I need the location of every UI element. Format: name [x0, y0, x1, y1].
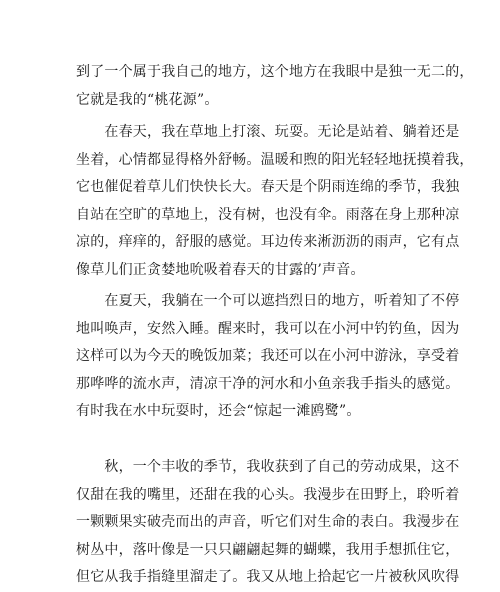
text-line: 自站在空旷的草地上，没有树，也没有伞。雨落在身上那种凉	[76, 206, 460, 223]
text-line: 那哗哗的流水声，清凉干净的河水和小鱼亲我手指头的感觉。	[76, 375, 460, 392]
text-line: 这样可以为今天的晚饭加菜；我还可以在小河中游泳，享受着	[76, 348, 460, 364]
text-line: 但它从我手指缝里溜走了。我又从地上拾起它一片被秋风吹得	[76, 569, 460, 585]
text-line: 它就是我的“桃花源”。	[76, 91, 219, 108]
text-line: 仅甜在我的嘴里，还甜在我的心头。我漫步在田野上，聆听着	[76, 486, 460, 503]
text-line: 凉的，痒痒的，舒服的感觉。耳边传来淅沥沥的雨声，它有点	[76, 234, 460, 250]
text-line: 坐着，心情都显得格外舒畅。温暖和煦的阳光轻轻地抚摸着我，	[76, 151, 474, 168]
paragraph-1	[76, 59, 474, 114]
text-line: 在夏天，我躺在一个可以遮挡烈日的地方，听着知了不停	[76, 293, 460, 309]
text-line: 有时我在水中玩耍时，还会“惊起一滩鸥鹭”。	[76, 403, 361, 419]
text-line: 它也催促着草儿们快快长大。春天是个阴雨连绵的季节，我独	[76, 179, 460, 195]
text-line: 像草儿们正贪婪地吮吸着春天的甘露的’声音。	[76, 261, 365, 278]
paragraph-2	[76, 119, 474, 284]
text-line: 到了一个属于我自己的地方，这个地方在我眼中是独一无二的，	[76, 64, 474, 80]
text-line: 在春天，我在草地上打滚、玩耍。无论是站着、躺着还是	[76, 124, 460, 140]
text-line: 树丛中，落叶像是一只只翩翩起舞的蝴蝶，我用手想抓住它，	[76, 541, 460, 558]
paragraph-3	[76, 288, 460, 426]
text-line: 地叫唤声，安然入睡。醒来时，我可以在小河中钓钓鱼，因为	[76, 320, 460, 337]
text-line: 一颗颗果实破壳而出的声音，听它们对生命的表白。我漫步在	[76, 514, 460, 530]
text-line: 秋，一个丰收的季节，我收获到了自己的劳动成果，这不	[76, 459, 460, 475]
paragraph-4	[76, 454, 460, 592]
